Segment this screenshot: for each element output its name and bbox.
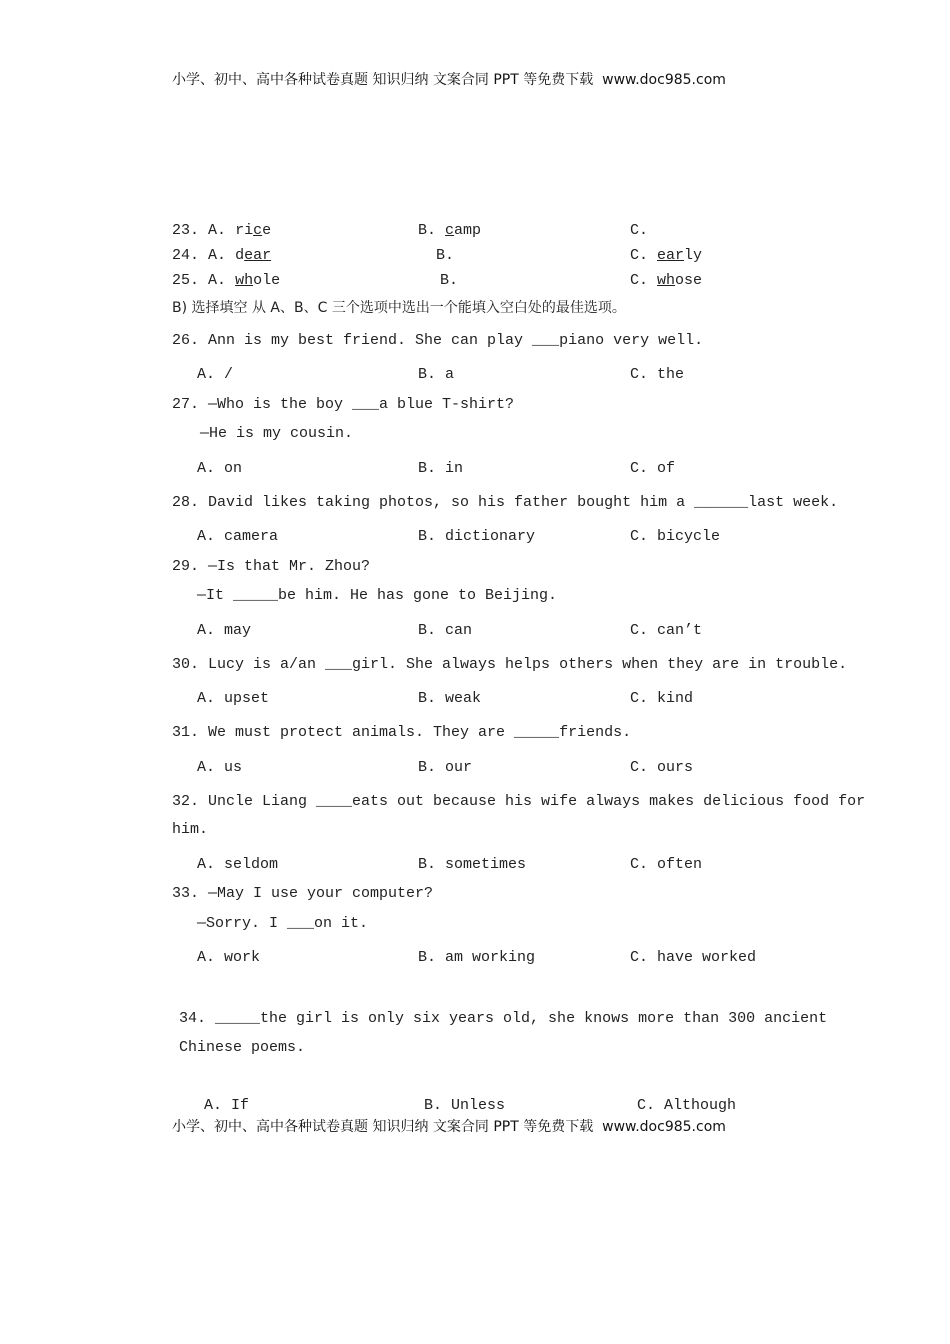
question-28-option-c: C. bicycle [630,528,721,545]
question-31-option-c: C. ours [630,759,694,776]
question-number: 24. [172,247,200,264]
question-27-option-c: C. of [630,460,676,477]
question-33-stem: 33. —May I use your computer? [172,885,434,902]
question-32-option-c: C. often [630,856,703,873]
header-site: www.doc985.com [602,72,726,88]
question-32-option-a: A. seldom [197,856,279,873]
question-23-option-b: B. camp [418,222,482,239]
question-33-stem-2: —Sorry. I ___on it. [197,915,369,932]
page-footer [172,1116,726,1136]
question-27-stem-2: —He is my cousin. [200,425,354,442]
section-b-heading: B) 选择填空 从 A、B、C 三个选项中选出一个能填入空白处的最佳选项。 [172,300,626,316]
option-a-word: whole [235,272,281,289]
question-34-option-c: C. Although [637,1097,737,1114]
question-24-option-c: C. early [630,247,703,264]
question-29-option-a: A. may [197,622,252,639]
question-28-option-b: B. dictionary [418,528,536,545]
footer-site: www.doc985.com [602,1119,726,1135]
header-text: 小学、初中、高中各种试卷真题 知识归纳 文案合同 PPT 等免费下载 [172,72,594,88]
question-29-stem: 29. —Is that Mr. Zhou? [172,558,371,575]
question-27-stem: 27. —Who is the boy ___a blue T-shirt? [172,396,515,413]
question-33-option-a: A. work [197,949,261,966]
question-number: 25. [172,272,200,289]
page-header [172,69,726,89]
question-27-option-a: A. on [197,460,243,477]
question-25-option-b: B. [440,272,459,289]
question-26-stem: 26. Ann is my best friend. She can play ___piano very well. [172,332,704,349]
option-a-word: dear [235,247,272,264]
question-31-stem: 31. We must protect animals. They are _____friends. [172,724,632,741]
question-34-option-a: A. If [204,1097,250,1114]
question-number: 23. [172,222,200,239]
question-24 [172,247,271,264]
question-30-option-c: C. kind [630,690,694,707]
question-25 [172,272,280,289]
option-label: A. [208,247,227,264]
question-26-option-b: B. a [418,366,455,383]
question-25-option-c: C. whose [630,272,703,289]
question-23 [172,222,271,239]
question-32-stem: 32. Uncle Liang ____eats out because his wife always makes delicious food for [172,793,866,810]
question-32-stem-2: him. [172,821,209,838]
question-28-option-a: A. camera [197,528,279,545]
option-label: A. [208,222,227,239]
question-30-option-b: B. weak [418,690,482,707]
question-31-option-b: B. our [418,759,473,776]
question-30-option-a: A. upset [197,690,270,707]
question-34-stem-2: Chinese poems. [179,1039,306,1056]
question-33-option-b: B. am working [418,949,536,966]
option-a-word: rice [235,222,272,239]
question-24-option-b: B. [436,247,455,264]
footer-text: 小学、初中、高中各种试卷真题 知识归纳 文案合同 PPT 等免费下载 [172,1119,594,1135]
question-34-option-b: B. Unless [424,1097,506,1114]
question-34-stem: 34. _____the girl is only six years old, she knows more than 300 ancient [179,1010,828,1027]
question-28-stem: 28. David likes taking photos, so his father bought him a ______last week. [172,494,839,511]
question-29-stem-2: —It _____be him. He has gone to Beijing. [197,587,558,604]
question-32-option-b: B. sometimes [418,856,527,873]
question-26-option-c: C. the [630,366,685,383]
question-23-option-c: C. [630,222,649,239]
question-29-option-b: B. can [418,622,473,639]
question-26-option-a: A. / [197,366,234,383]
question-30-stem: 30. Lucy is a/an ___girl. She always helps others when they are in trouble. [172,656,848,673]
option-label: A. [208,272,227,289]
question-31-option-a: A. us [197,759,243,776]
question-29-option-c: C. can’t [630,622,703,639]
question-33-option-c: C. have worked [630,949,757,966]
question-27-option-b: B. in [418,460,464,477]
